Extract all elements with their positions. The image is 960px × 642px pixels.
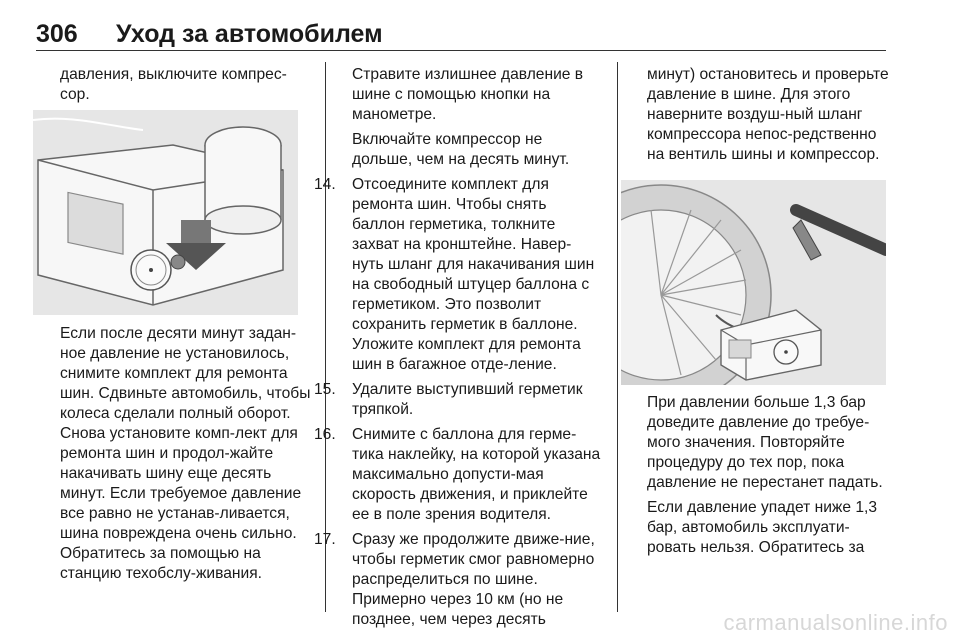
compressor-illustration (33, 110, 298, 315)
wheel-valve-illustration (621, 180, 886, 385)
col2-para-2: Включайте компрессор не дольше, чем на десять минут. (352, 131, 570, 168)
col2-para-1: Стравите излишнее давление в шине с помощью кнопки на манометре. (352, 66, 584, 123)
column-3 (647, 65, 897, 170)
steps-list (314, 175, 602, 630)
list-item (314, 380, 602, 420)
col3-para-2: Если давление упадет ниже 1,3 бар, автомобиль эксплуати-ровать нельзя. Обратитесь за (647, 499, 878, 556)
col1-intro-text: давления, выключите компрес-сор. (60, 66, 287, 103)
chapter-title: Уход за автомобилем (116, 20, 383, 48)
step-text: Удалите выступивший герметик тряпкой. (352, 381, 583, 418)
list-item (314, 425, 602, 525)
column-1 (60, 65, 310, 110)
list-item (314, 530, 602, 630)
step-text: Снимите с баллона для герме-тика наклейку, на которой указана максимально допусти-мая скорость движения, и приклейте ее в поле зрения водителя. (352, 426, 601, 523)
list-item (314, 175, 602, 375)
page-header (36, 20, 886, 51)
col1-after-image-text: Если после десяти минут задан-ное давление не установилось, снимите комплект для ремонта шин. Сдвиньте автомобиль, чтобы колеса сделали полный оборот. Снова установите комп-лект для ремонта шин и продол-жайте накачивать шину еще десять минут. Если требуемое давление все равно не устанав-ливается, шина повреждена очень сильно. Обратитесь за помощью на станцию техобслу-живания. (60, 325, 311, 582)
column-divider-2 (617, 62, 618, 612)
step-text: Сразу же продолжите движе-ние, чтобы герметик смог равномерно распределиться по шине. Примерно через 10 км (но не позднее, чем через десять (352, 531, 595, 628)
page-number: 306 (36, 20, 78, 48)
step-number: 17. (314, 531, 336, 548)
col3-intro-text: минут) остановитесь и проверьте давление в шине. Для этого наверните воздуш-ный шланг компрессора непос-редственно на вентиль шины и компрессор. (647, 66, 889, 163)
watermark: carmanualsonline.info (723, 610, 948, 635)
col3-after-image-text (647, 393, 897, 563)
column-2 (314, 65, 602, 635)
step-number: 14. (314, 176, 336, 193)
step-text: Отсоедините комплект для ремонта шин. Чтобы снять баллон герметика, толкните захват на кронштейне. Навер-нуть шланг для накачивания шин на свободный штуцер баллона с герметиком. Это позволит сохранить герметик в баллоне. Уложите комплект для ремонта шин в багажное отде-ление. (352, 176, 595, 373)
step-number: 16. (314, 426, 336, 443)
col3-para-1: При давлении больше 1,3 бар доведите давление до требуе-мого значения. Повторяйте процедуру до тех пор, пока давление не перестанет падать. (647, 394, 883, 491)
step-number: 15. (314, 381, 336, 398)
